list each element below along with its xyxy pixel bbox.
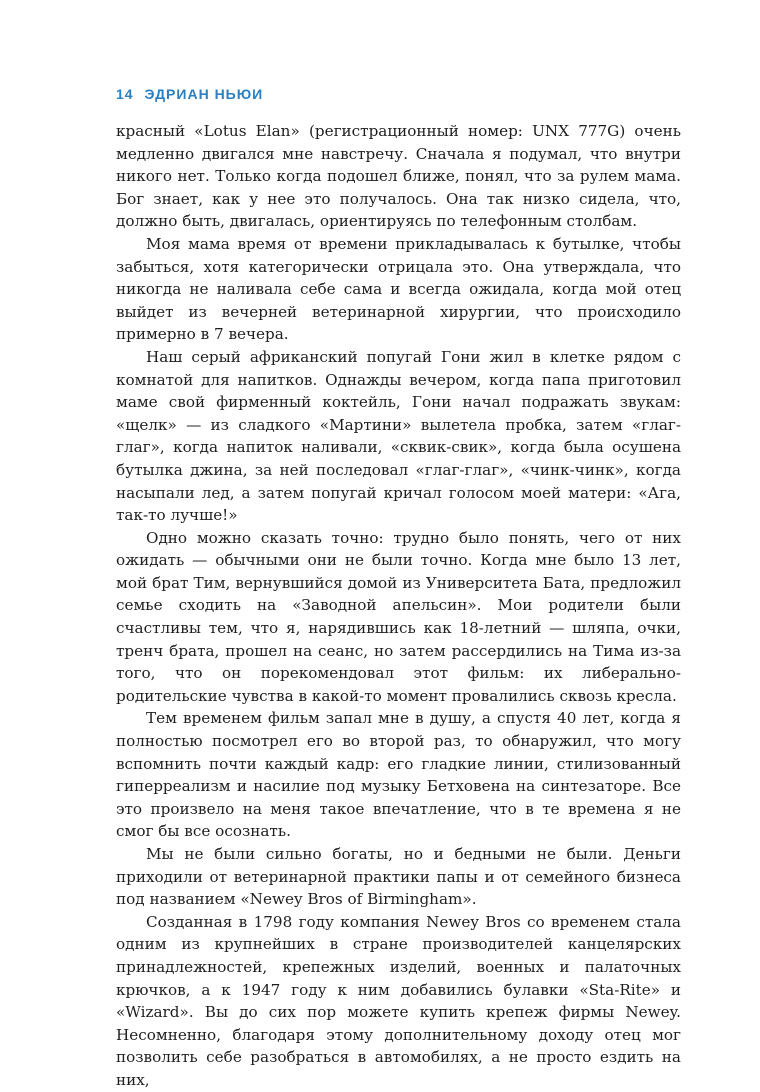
paragraph: Мы не были сильно богаты, но и бедными не были. Деньги приходили от ветеринарной практики папы и от семейного бизнеса под названием «Newey Bros of Birmingham». [116, 845, 681, 909]
paragraph-continued: красный «Lotus Elan» (регистрационный номер: UNX 777G) очень медленно двигался мне навстречу. Сначала я подумал, что внутри никого нет. Только когда подошел ближе, понял, что за рулем мама. Бог знает, как у нее это получалось. Она так низко сидела, что, должно быть, двигалась, ориентируясь по телефонным столбам. [116, 122, 681, 231]
paragraph: Моя мама время от времени прикладывалась к бутылке, чтобы забыться, хотя категорически отрицала это. Она утверждала, что никогда не наливала себе сама и всегда ожидала, когда мой отец выйдет из вечерней ветеринарной хирургии, что происходило примерно в 7 вечера. [116, 234, 681, 344]
paragraph: Одно можно сказать точно: трудно было понять, чего от них ожидать — обычными они не были точно. Когда мне было 13 лет, мой брат Тим, вернувшийся домой из Университета Бата, предложил семье сходить на «Заводной апельсин». Мои родители были счастливы тем, что я, нарядившись как 18-летний — шляпа, очки, тренч брата, прошел на сеанс, но затем рассердились на Тима из-за того, что он порекомендовал этот фильм: их либерально-родительские чувства в какой-то момент провалились сквозь кресла. [116, 528, 681, 705]
body-text [116, 120, 681, 1092]
paragraph: Наш серый африканский попугай Гони жил в клетке рядом с комнатой для напитков. Однажды вечером, когда папа приготовил маме свой фирменный коктейль, Гони начал подражать звукам: «щелк» — из сладкого «Мартини» вылетела пробка, затем «глаг-глаг», когда напиток наливали, «сквик-свик», когда была осушена бутылка джина, за ней последовал «глаг-глаг», «чинк-чинк», когда насыпали лед, а затем попугай кричал голосом моей матери: «Ага, так-то лучше!» [116, 347, 681, 525]
page-number: 14 [116, 86, 134, 102]
paragraph: Созданная в 1798 году компания Newey Bros со временем стала одним из крупнейших в стране производителей канцелярских принадлежностей, крепежных изделий, военных и палаточных крючков, а к 1947 году к ним добавились булавки «Sta-Rite» и «Wizard». Вы до сих пор можете купить крепеж фирмы Newey. Несомненно, благодаря этому дополнительному доходу отец мог позволить себе разобраться в автомобилях, а не просто ездить на них, [116, 912, 681, 1089]
paragraph: Тем временем фильм запал мне в душу, а спустя 40 лет, когда я полностью посмотрел его во второй раз, то обнаружил, что могу вспомнить почти каждый кадр: его гладкие линии, стилизованный гиперреализм и насилие под музыку Бетховена на синтезаторе. Все это произвело на меня такое впечатление, что в те времена я не смог бы все осознать. [116, 709, 681, 841]
running-header [116, 86, 263, 102]
running-title: ЭДРИАН НЬЮИ [144, 86, 264, 102]
